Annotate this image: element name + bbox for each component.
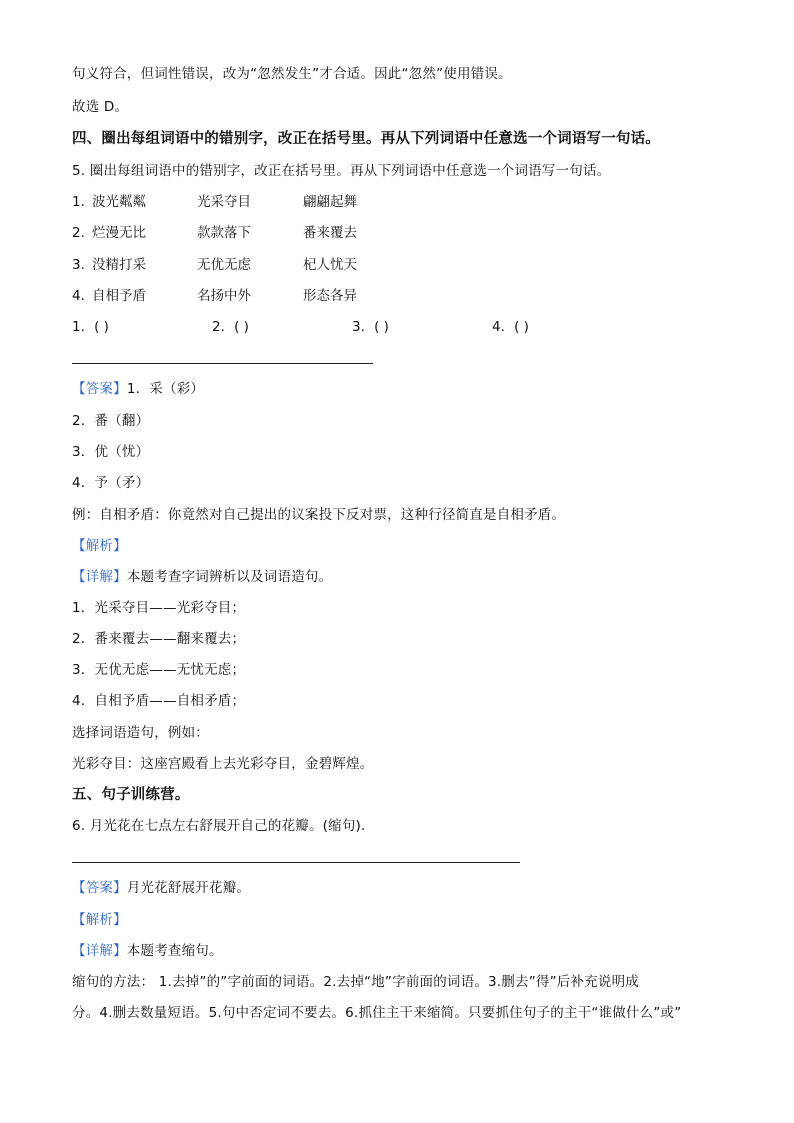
example-sentence: 例：自相矛盾：你竟然对自己提出的议案投下反对票，这种行径简直是自相矛盾。 [72, 507, 566, 523]
word: 烂漫无比 [92, 225, 146, 241]
detail-tag: 【详解】 [72, 569, 127, 585]
correction-line: 1．光采夺目——光彩夺目； [72, 600, 246, 616]
detail-line [72, 567, 332, 587]
word: 自相予盾 [92, 288, 146, 304]
answer-line [72, 379, 204, 399]
detail-text: 本题考查缩句。 [126, 943, 223, 959]
answer-tag: 【答案】 [72, 880, 127, 896]
answer-blank: 2．( ) [212, 319, 249, 335]
row-number: 4． [72, 288, 95, 304]
separator-line [72, 363, 373, 364]
answer-line [72, 878, 250, 898]
text-line: 句义符合，但词性错误，改为“忽然发生”才合适。因此“忽然”使用错误。 [72, 66, 512, 82]
answer-blank: 3．( ) [352, 319, 389, 335]
detail-line [72, 941, 223, 961]
section-heading: 五、句子训练营。 [72, 787, 190, 803]
answer-line: 4．予（矛） [72, 475, 150, 491]
question-6: 6. 月光花在七点左右舒展开自己的花瓣。(缩句). [72, 818, 366, 834]
word: 波光粼粼 [92, 194, 146, 210]
answer-blank: 1．( ) [72, 319, 109, 335]
answer-line: 2．番（翻） [72, 413, 150, 429]
answer-text: 月光花舒展开花瓣。 [126, 880, 251, 896]
analysis-tag: 【解析】 [72, 912, 127, 928]
section-heading: 四、圈出每组词语中的错别字，改正在括号里。再从下列词语中任意选一个词语写一句话。 [72, 131, 660, 147]
separator-line [72, 862, 520, 863]
question-5: 5. 圈出每组词语中的错别字，改正在括号里。再从下列词语中任意选一个词语写一句话。 [72, 163, 611, 179]
answer-text: 1．采（彩） [126, 381, 205, 397]
detail-text: 本题考查字词辨析以及词语造句。 [126, 569, 333, 585]
analysis-tag: 【解析】 [72, 538, 127, 554]
word: 光采夺目 [197, 194, 251, 210]
word: 杞人忧天 [303, 257, 357, 273]
word: 形态各异 [303, 288, 357, 304]
word: 款款落下 [197, 225, 251, 241]
correction-line: 2．番来覆去——翻来覆去； [72, 631, 246, 647]
word: 无优无虑 [197, 257, 251, 273]
text-line: 分。4.删去数量短语。5.句中否定词不要去。6.抓住主干来缩简。只要抓住句子的主干“谁做什么”或” [72, 1005, 682, 1021]
row-number: 2． [72, 225, 95, 241]
word: 翩翩起舞 [303, 194, 357, 210]
text-line: 选择词语造句，例如： [72, 725, 209, 741]
text-line: 故选 D。 [72, 99, 129, 115]
answer-line: 3．优（忧） [72, 444, 150, 460]
word: 番来覆去 [303, 225, 357, 241]
answer-tag: 【答案】 [72, 381, 127, 397]
detail-tag: 【详解】 [72, 943, 127, 959]
correction-line: 3．无优无虑——无忧无虑； [72, 662, 246, 678]
word: 名扬中外 [197, 288, 251, 304]
correction-line: 4．自相予盾——自相矛盾； [72, 693, 246, 709]
row-number: 3． [72, 257, 95, 273]
text-line: 缩句的方法： 1.去掉”的”字前面的词语。2.去掉“地”字前面的词语。3.删去”得”后补充说明成 [72, 974, 639, 990]
text-line: 光彩夺目：这座宫殿看上去光彩夺目，金碧辉煌。 [72, 756, 374, 772]
row-number: 1． [72, 194, 95, 210]
answer-blank: 4．( ) [492, 319, 529, 335]
word: 没精打采 [92, 257, 146, 273]
